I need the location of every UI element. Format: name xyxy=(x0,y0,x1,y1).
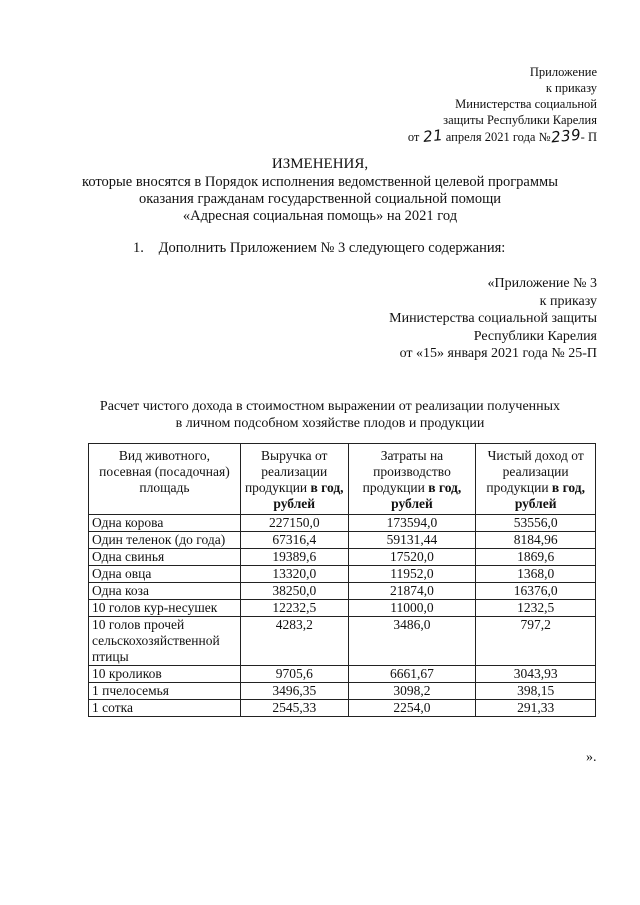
table-row xyxy=(89,515,596,532)
calc-title-line: Расчет чистого дохода в стоимостном выражении от реализации полученных xyxy=(99,399,561,414)
appendix-line: «Приложение № 3 xyxy=(487,276,597,291)
row-revenue: 2545,33 xyxy=(240,700,348,717)
row-type: Одна коза xyxy=(89,583,241,600)
table-header-row xyxy=(89,444,596,515)
row-costs: 6661,67 xyxy=(348,666,476,683)
table-row xyxy=(89,566,596,583)
list-item xyxy=(133,240,505,257)
row-net-income: 16376,0 xyxy=(476,583,596,600)
row-type: 10 кроликов xyxy=(89,666,241,683)
row-costs: 3486,0 xyxy=(348,617,476,666)
closing-quote: ». xyxy=(586,750,597,765)
order-attachment-header xyxy=(408,64,597,145)
row-revenue: 12232,5 xyxy=(240,600,348,617)
table-row xyxy=(89,583,596,600)
row-costs: 3098,2 xyxy=(348,683,476,700)
table-row xyxy=(89,549,596,566)
column-header-revenue: Выручка от реализации продукции в год, рублей xyxy=(240,444,348,515)
handwritten-order-number: 239 xyxy=(549,125,582,147)
row-type: Один теленок (до года) xyxy=(89,532,241,549)
row-revenue: 9705,6 xyxy=(240,666,348,683)
row-type: 1 сотка xyxy=(89,700,241,717)
calculation-title xyxy=(60,398,600,432)
calc-title-line: в личном подсобном хозяйстве плодов и продукции xyxy=(175,416,485,431)
document-title xyxy=(60,156,580,225)
title-line: оказания гражданам государственной социальной помощи xyxy=(138,191,501,207)
table-row xyxy=(89,532,596,549)
row-net-income: 1869,6 xyxy=(476,549,596,566)
row-revenue: 227150,0 xyxy=(240,515,348,532)
column-header-costs: Затраты на производство продукции в год, рублей xyxy=(348,444,476,515)
order-date-line xyxy=(407,125,597,147)
appendix-line: от «15» января 2021 года № 25-П xyxy=(399,346,597,361)
header-line: к приказу xyxy=(545,81,597,95)
row-net-income: 1232,5 xyxy=(476,600,596,617)
row-costs: 59131,44 xyxy=(348,532,476,549)
row-costs: 21874,0 xyxy=(348,583,476,600)
row-type: 10 голов прочей сельскохозяйственной птицы xyxy=(89,617,241,666)
title-line: «Адресная социальная помощь» на 2021 год xyxy=(182,208,458,224)
header-line: Министерства социальной xyxy=(455,97,597,111)
appendix-header xyxy=(389,275,597,363)
header-line: защиты Республики Карелия xyxy=(443,113,597,127)
row-revenue: 67316,4 xyxy=(240,532,348,549)
order-suffix: - П xyxy=(580,130,597,144)
title-heading: ИЗМЕНЕНИЯ, xyxy=(271,156,369,172)
row-revenue: 38250,0 xyxy=(240,583,348,600)
title-line: которые вносятся в Порядок исполнения ведомственной целевой программы xyxy=(82,174,558,190)
row-costs: 173594,0 xyxy=(348,515,476,532)
column-header-net-income: Чистый доход от реализации продукции в год, рублей xyxy=(476,444,596,515)
row-costs: 17520,0 xyxy=(348,549,476,566)
row-costs: 11000,0 xyxy=(348,600,476,617)
row-net-income: 3043,93 xyxy=(476,666,596,683)
row-revenue: 4283,2 xyxy=(240,617,348,666)
table-row xyxy=(89,700,596,717)
row-type: 1 пчелосемья xyxy=(89,683,241,700)
table-row xyxy=(89,600,596,617)
row-type: Одна корова xyxy=(89,515,241,532)
row-costs: 11952,0 xyxy=(348,566,476,583)
row-net-income: 53556,0 xyxy=(476,515,596,532)
table-row xyxy=(89,617,596,666)
header-line: Приложение xyxy=(529,65,597,79)
appendix-line: Министерства социальной защиты xyxy=(389,311,597,326)
row-costs: 2254,0 xyxy=(348,700,476,717)
appendix-line: к приказу xyxy=(539,293,597,309)
row-revenue: 13320,0 xyxy=(240,566,348,583)
appendix-line: Республики Карелия xyxy=(473,328,597,344)
row-type: 10 голов кур-несушек xyxy=(89,600,241,617)
item-text: Дополнить Приложением № 3 следующего содержания: xyxy=(158,240,506,256)
item-number: 1. xyxy=(133,240,144,256)
income-table xyxy=(88,443,596,717)
table-row xyxy=(89,666,596,683)
row-net-income: 797,2 xyxy=(476,617,596,666)
row-net-income: 398,15 xyxy=(476,683,596,700)
row-revenue: 3496,35 xyxy=(240,683,348,700)
row-revenue: 19389,6 xyxy=(240,549,348,566)
handwritten-day: 21 xyxy=(421,125,444,147)
row-net-income: 1368,0 xyxy=(476,566,596,583)
column-header-type: Вид животного, посевная (посадочная) площадь xyxy=(89,444,241,515)
date-prefix: от xyxy=(407,130,420,144)
date-middle: апреля 2021 года № xyxy=(445,130,551,144)
table-row xyxy=(89,683,596,700)
row-net-income: 291,33 xyxy=(476,700,596,717)
row-type: Одна овца xyxy=(89,566,241,583)
row-net-income: 8184,96 xyxy=(476,532,596,549)
row-type: Одна свинья xyxy=(89,549,241,566)
